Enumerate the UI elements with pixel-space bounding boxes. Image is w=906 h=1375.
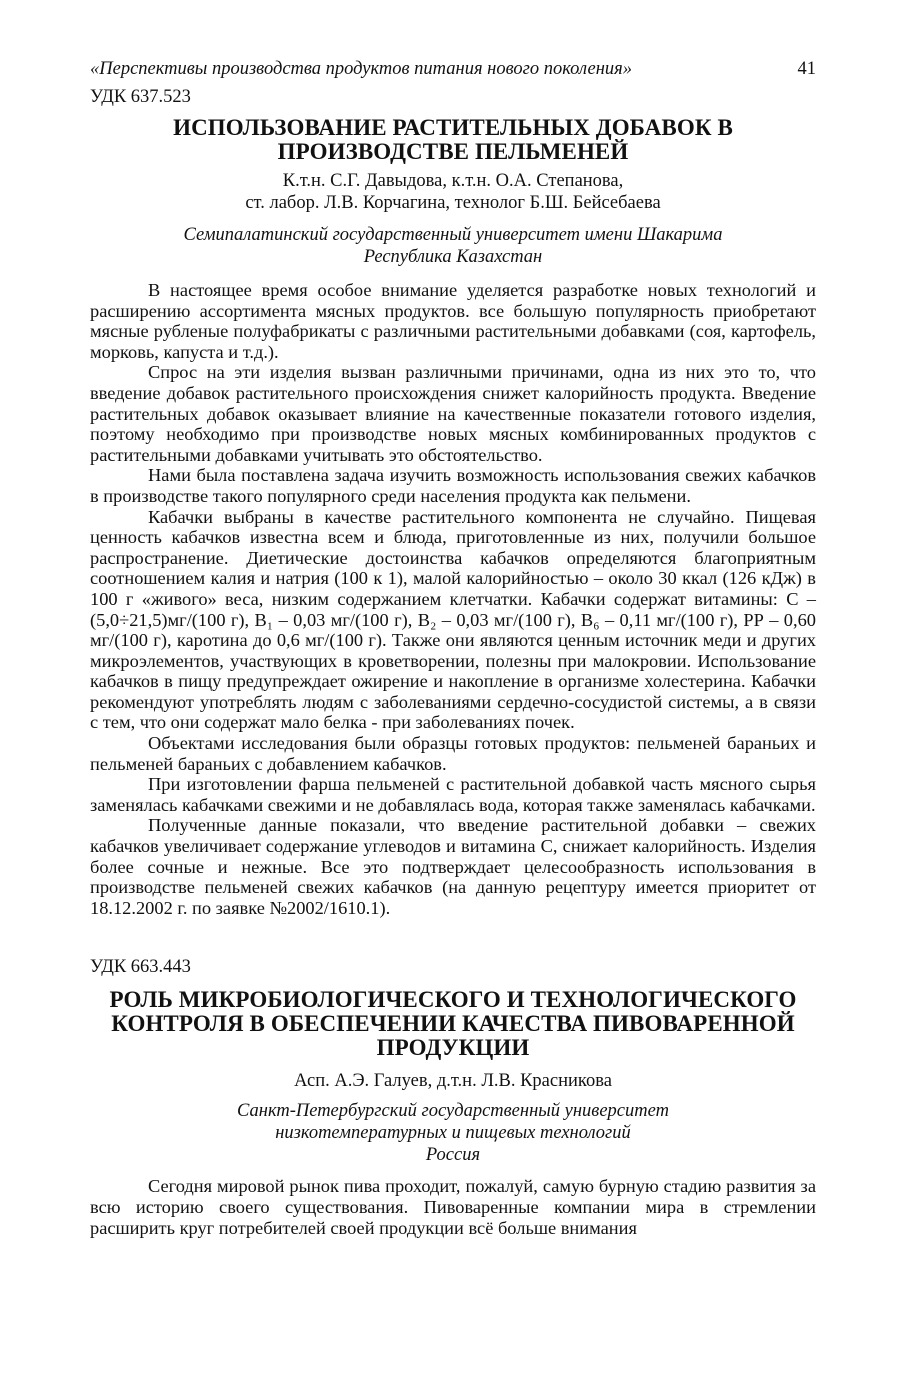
article-body [90,1176,816,1238]
paragraph: Полученные данные показали, что введение растительной добавки – свежих кабачков увеличивает содержание углеводов и витамина С, снижает калорийность. Изделия более сочные и нежные. Все это подтверждает целесообразность использования в производстве пельменей свежих кабачков (на данную рецептуру имеется приоритет от 18.12.2002 г. по заявке №2002/1610.1). [90,815,816,918]
authors-line: Асп. А.Э. Галуев, д.т.н. Л.В. Красникова [294,1071,612,1092]
journal-title: «Перспективы производства продуктов питания нового поколения» [90,59,632,79]
authors-line: ст. лабор. Л.В. Корчагина, технолог Б.Ш. Бейсебаева [245,193,661,213]
paragraph: Спрос на эти изделия вызван различными причинами, одна из них это то, что введение добавок растительного происхождения снижет калорийность продукта. Введение растительных добавок оказывает влияние на качественные показатели готового изделия, поэтому необходимо при производстве новых мясных комбинированных продуктов с растительными добавками учитывать это обстоятельство. [90,362,816,465]
paragraph: В настоящее время особое внимание уделяется разработке новых технологий и расширению ассортимента мясных продуктов. все большую популярность приобретают мясные рубленые полуфабрикаты с различными растительными добавками (соя, картофель, морковь, капуста и т.д.). [90,280,816,362]
paragraph: Объектами исследования были образцы готовых продуктов: пельменей бараньих и пельменей бараньих с добавлением кабачков. [90,733,816,774]
affiliation: низкотемпературных и пищевых технологий [275,1123,631,1144]
affiliation: Санкт-Петербургский государственный университет [237,1101,669,1122]
affiliation-country: Россия [425,1145,481,1166]
affiliation-country: Республика Казахстан [363,247,543,267]
udc-code: УДК 637.523 [90,87,191,107]
article-1 [90,86,816,918]
article-separator [90,918,816,956]
article-2 [90,956,816,1238]
paragraph: При изготовлении фарша пельменей с растительной добавкой часть мясного сырья заменялась кабачками свежими и не добавлялась вода, которая также заменялась кабачками. [90,774,816,815]
page-number: 41 [797,59,816,79]
affiliation: Семипалатинский государственный университет имени Шакарима [183,225,723,245]
running-header [90,58,816,80]
paragraph: Нами была поставлена задача изучить возможность использования свежих кабачков в производстве такого популярного среди населения продукта как пельмени. [90,465,816,506]
journal-page [90,58,816,1238]
article-title: РОЛЬ МИКРОБИОЛОГИЧЕСКОГО И ТЕХНОЛОГИЧЕСКОГО КОНТРОЛЯ В ОБЕСПЕЧЕНИИ КАЧЕСТВА ПИВОВАРЕННОЙ ПРОДУКЦИИ [109,987,797,1061]
article-body [90,280,816,918]
paragraph: Сегодня мировой рынок пива проходит, пожалуй, самую бурную стадию развития за всю историю своего существования. Пивоваренные компании мира в стремлении расширить круг потребителей своей продукции всё больше внимания [90,1176,816,1238]
article-title: ИСПОЛЬЗОВАНИЕ РАСТИТЕЛЬНЫХ ДОБАВОК В ПРОИЗВОДСТВЕ ПЕЛЬМЕНЕЙ [173,115,733,164]
udc-code: УДК 663.443 [90,957,191,978]
paragraph: Кабачки выбраны в качестве растительного компонента не случайно. Пищевая ценность кабачков известна всем и блюда, приготовленные из них, получили большое распространение. Диетические достоинства кабачков определяются благоприятным соотношением калия и натрия (100 к 1), малой калорийностью – около 30 ккал (126 кДж) в 100 г «живого» веса, низким содержанием клетчатки. Кабачки содержат витамины: С – (5,0÷21,5)мг/(100 г), В₁ – 0,03 мг/(100 г), В₂ – 0,03 мг/(100 г), В₆ – 0,11 мг/(100 г), РР – 0,60 мг/(100 г), каротина до 0,6 мг/(100 г). Также они являются ценным источник меди и других микроэлементов, участвующих в кроветворении, полезны при малокровии. Использование кабачков в пищу предупреждает ожирение и накопление в организме холестерина. Кабачки рекомендуют употреблять людям с заболеваниями сердечно-сосудистой системы, а в связи с тем, что они содержат мало белка - при заболеваниях почек. [90,506,816,733]
authors-line: К.т.н. С.Г. Давыдова, к.т.н. О.А. Степанова, [282,171,624,191]
